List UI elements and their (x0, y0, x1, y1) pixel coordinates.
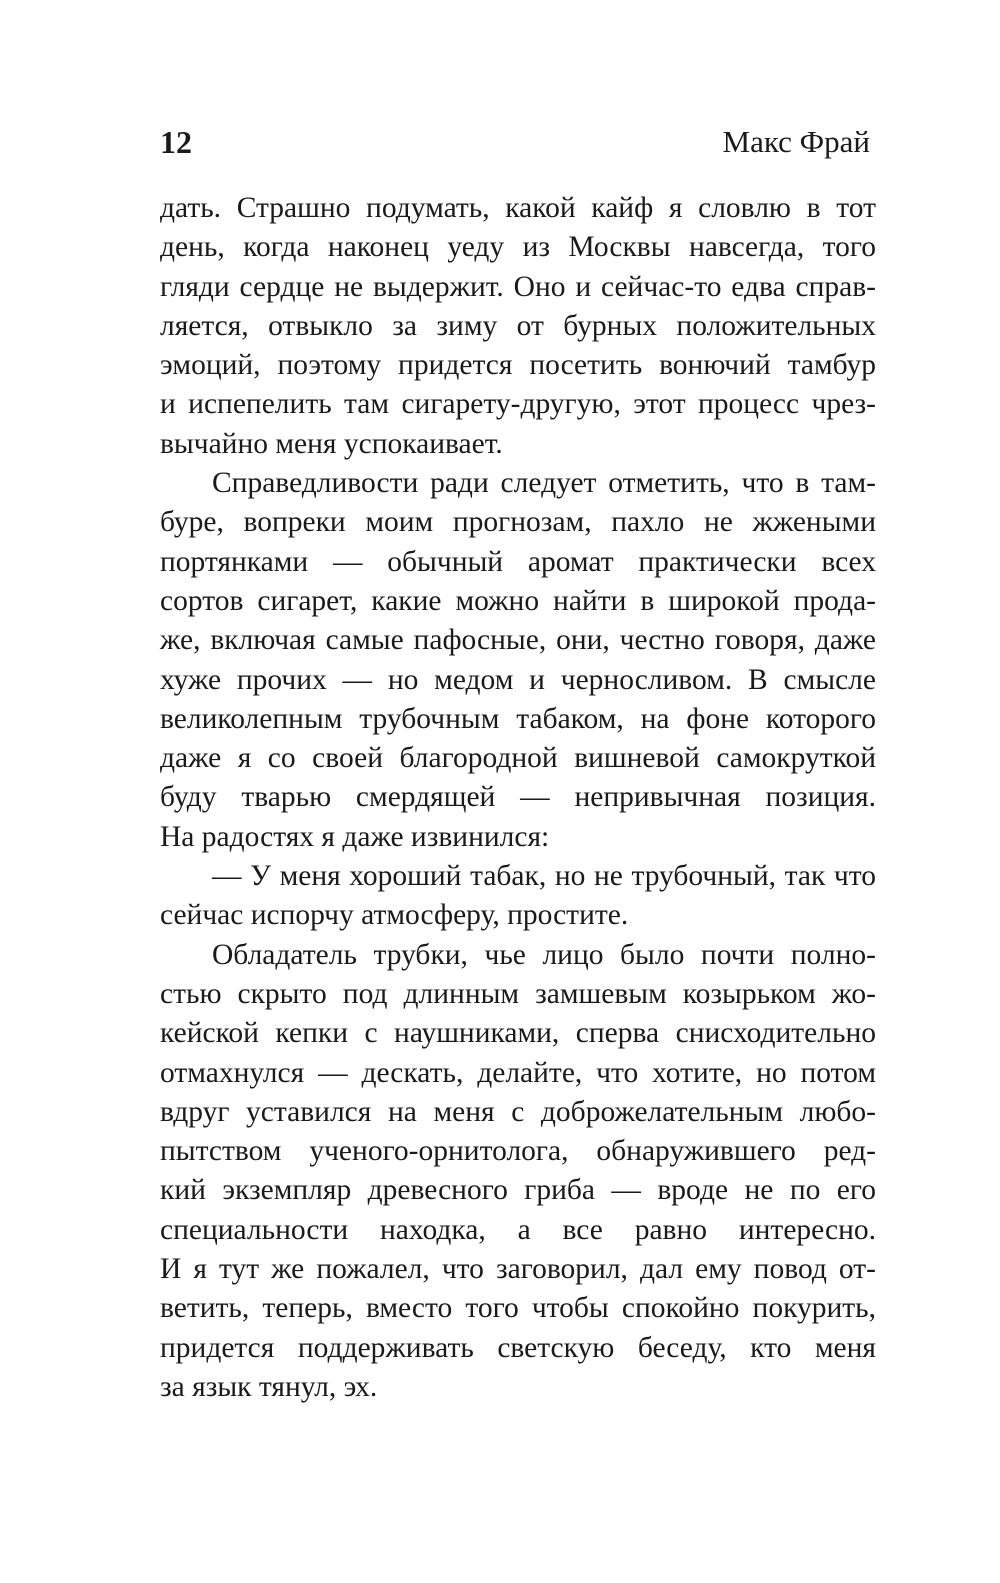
text-line: вдруг уставился на меня с доброжелательным любо- (160, 1095, 876, 1128)
text-line: сейчас испорчу атмосферу, простите. (160, 899, 629, 932)
running-head-author: Макс Фрай (722, 124, 870, 159)
text-line: день, когда наконец уеду из Москвы навсегда, того (160, 231, 876, 264)
page-number: 12 (160, 124, 192, 160)
text-line: стью скрыто под длинным замшевым козырьком жо- (160, 977, 876, 1010)
text-line: Справедливости ради следует отметить, что в там- (212, 467, 876, 500)
text-line: хуже прочих — но медом и черносливом. В смысле (160, 663, 876, 696)
text-line: портянками — обычный аромат практически всех (160, 545, 876, 578)
text-line: буду тварью смердящей — непривычная позиция. (160, 781, 876, 814)
text-line: дать. Страшно подумать, какой кайф я словлю в тот (160, 192, 876, 224)
text-line: эмоций, поэтому придется посетить вонючий тамбур (160, 349, 876, 382)
text-line: Обладатель трубки, чье лицо было почти полно- (212, 938, 876, 971)
paragraph (160, 464, 876, 857)
body-text (160, 189, 876, 1407)
text-line: кейской кепки с наушниками, сперва снисходительно (160, 1017, 876, 1050)
text-line: пытством ученого-орнитолога, обнаружившего ред- (160, 1135, 876, 1168)
text-line: кий экземпляр древесного гриба — вроде не по его (160, 1174, 876, 1207)
paragraph (160, 857, 876, 936)
text-line: же, включая самые пафосные, они, честно говоря, даже (160, 624, 876, 657)
text-line: ляется, отвыкло за зиму от бурных положительных (160, 309, 876, 342)
text-line: И я тут же пожалел, что заговорил, дал ему повод от- (160, 1253, 876, 1286)
paragraph (160, 189, 876, 464)
text-line: придется поддерживать светскую беседу, кто меня (160, 1331, 876, 1364)
text-line: сортов сигарет, какие можно найти в широкой прода- (160, 584, 876, 617)
text-line: отмахнулся — дескать, делайте, что хотите, но потом (160, 1056, 876, 1089)
text-line: ветить, теперь, вместо того чтобы спокойно покурить, (160, 1292, 876, 1325)
text-line: даже я со своей благородной вишневой самокруткой (160, 742, 876, 775)
text-line: гляди сердце не выдержит. Оно и сейчас-то едва справ- (160, 270, 876, 303)
text-line: за язык тянул, эх. (160, 1370, 378, 1403)
text-line: — У меня хороший табак, но не трубочный, так что (212, 860, 876, 893)
text-line: буре, вопреки моим прогнозам, пахло не жжеными (160, 506, 876, 539)
paragraph (160, 936, 876, 1408)
text-line: специальности находка, а все равно интересно. (160, 1213, 876, 1246)
text-line: великолепным трубочным табаком, на фоне которого (160, 702, 876, 735)
text-line: На радостях я даже извинился: (160, 820, 550, 853)
text-line: вычайно меня успокаивает. (160, 427, 503, 460)
text-line: и испепелить там сигарету-другую, этот процесс чрез- (160, 388, 876, 421)
